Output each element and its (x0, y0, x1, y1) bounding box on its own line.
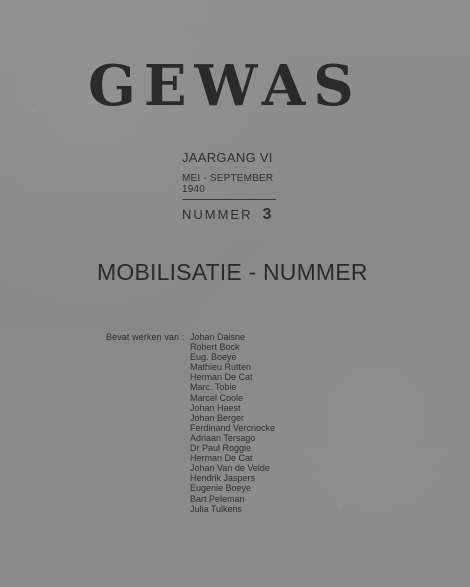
issue-label: NUMMER (182, 207, 253, 222)
contributor-item: Johan Daisne (190, 332, 246, 342)
contributor-item: Adriaan Tersago (190, 432, 256, 443)
paper-texture-spot (32, 110, 35, 113)
contributor-item: Dr Paul Roggie (190, 443, 252, 454)
contributor-item: Robert Bock (190, 342, 240, 353)
contributor-item: Eug. Boeye (190, 352, 237, 363)
contributor-item: Marcel Coole (190, 392, 244, 403)
date-range: MEI - SEPTEMBER 1940 (182, 173, 276, 200)
contributor-item: Julia Tulkens (190, 503, 243, 514)
contributor-item: Hendrik Jaspers (190, 473, 256, 484)
issue-line (182, 206, 302, 224)
volume-label: JAARGANG VI (182, 150, 273, 165)
contributor-item: Marc. Tobie (190, 382, 237, 393)
contributor-item: Johan Berger (190, 412, 245, 423)
contributors-list (190, 332, 275, 514)
contributor-item: Eugenie Boeye (190, 483, 252, 494)
contributor-item: Mathieu Rutten (190, 362, 252, 373)
paper-texture-spot (339, 505, 342, 508)
paper-texture-spot (58, 442, 60, 444)
contributor-item: Herman De Cat (190, 453, 253, 464)
contributor-item: Johan Haest (190, 402, 241, 413)
contributor-item: Ferdinand Vercnocke (190, 422, 276, 433)
contributor-item: Herman De Cat (190, 372, 253, 383)
paper-texture-spot (400, 228, 402, 230)
contributors-intro: Bevat werken van : (106, 332, 185, 342)
special-issue-title: MOBILISATIE - NUMMER (97, 259, 368, 285)
issue-number: 3 (262, 206, 272, 223)
document-title: GEWAS (88, 53, 362, 119)
issue-details (182, 150, 302, 224)
contributor-item: Johan Van de Velde (190, 463, 270, 474)
contributor-item: Bart Peleman (190, 493, 245, 504)
